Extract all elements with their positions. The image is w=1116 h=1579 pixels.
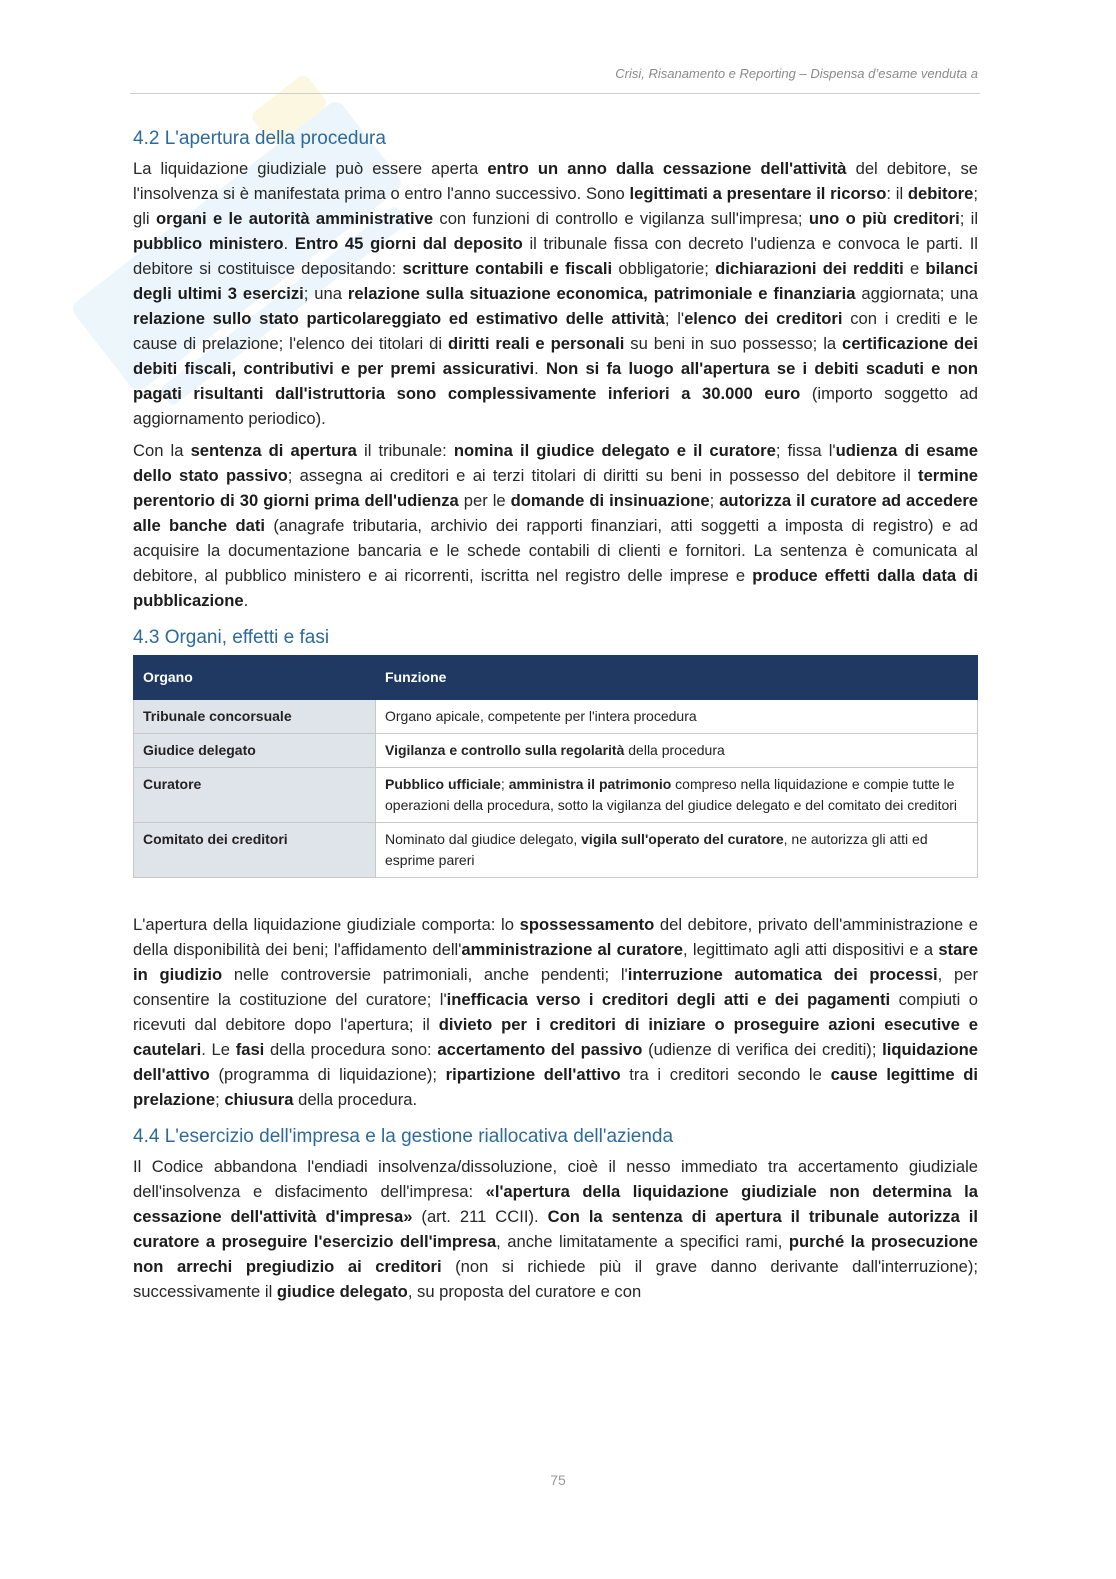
bold-term: debitore	[907, 184, 974, 203]
bold-term: divieto per i creditori di iniziare o proseguire azioni esecutive e cautelari	[133, 1015, 978, 1059]
bold-term: udienza di esame dello stato passivo	[133, 441, 978, 485]
section-heading-4-2: 4.2 L'apertura della procedura	[133, 128, 386, 149]
section-heading-4-4: 4.4 L'esercizio dell'impresa e la gestione riallocativa dell'azienda	[133, 1126, 674, 1147]
bold-term: entro un anno dalla cessazione dell'attività	[487, 159, 847, 178]
bold-term: spossessamento	[519, 915, 655, 934]
bold-term: pubblico ministero	[133, 234, 284, 253]
section-heading-4-3: 4.3 Organi, effetti e fasi	[133, 627, 330, 648]
bold-term: termine perentorio di 30 giorni prima dell'udienza	[133, 466, 978, 510]
running-header: Crisi, Risanamento e Reporting – Dispensa d’esame venduta a	[615, 66, 978, 81]
bold-term: «l'apertura della liquidazione giudiziale non determina la cessazione dell'attività d'impresa»	[133, 1182, 978, 1226]
bold-term: inefficacia verso i creditori degli atti e dei pagamenti	[446, 990, 891, 1009]
table-row	[134, 823, 978, 878]
bold-term: relazione sullo stato particolareggiato ed estimativo delle attività	[133, 309, 665, 328]
bold-term: chiusura	[224, 1090, 294, 1109]
table-header-row	[134, 656, 978, 700]
table-row	[134, 768, 978, 823]
organo-cell: Tribunale concorsuale	[134, 700, 376, 734]
bold-term: cause legittime di prelazione	[133, 1065, 978, 1109]
bold-term: legittimati a presentare il ricorso	[629, 184, 887, 203]
bold-term: interruzione automatica dei processi	[627, 965, 938, 984]
bold-term: ripartizione dell'attivo	[445, 1065, 621, 1084]
bold-term: scritture contabili e fiscali	[402, 259, 613, 278]
funzione-cell: Nominato dal giudice delegato, vigila sull'operato del curatore, ne autorizza gli atti ed esprime pareri	[376, 823, 978, 878]
paragraph-sentenza: Con la sentenza di apertura il tribunale: nomina il giudice delegato e il curatore; fissa l'udienza di esame dello stato passivo; assegna ai creditori e ai terzi titolari di diritti su beni in possesso del debitore il termine perentorio di 30 giorni prima dell'udienza per le domande di insinuazione; autorizza il curatore ad accedere alle banche dati (anagrafe tributaria, archivio dei rapporti finanziari, atti soggetti a imposta di registro) e ad acquisire la documentazione bancaria e le schede contabili di clienti e fornitori. La sentenza è comunicata al debitore, al pubblico ministero e ai ricorrenti, iscritta nel registro delle imprese e produce effetti dalla data di pubblicazione.	[133, 441, 979, 610]
bold-term: dichiarazioni dei redditi	[715, 259, 904, 278]
bold-term: domande di insinuazione	[510, 491, 710, 510]
bold-term: Vigilanza e controllo sulla regolarità	[385, 742, 625, 758]
paragraph-apertura: La liquidazione giudiziale può essere aperta entro un anno dalla cessazione dell'attività del debitore, se l'insolvenza si è manifestata prima o entro l'anno successivo. Sono legittimati a presentare il ricorso: il debitore; gli organi e le autorità amministrative con funzioni di controllo e vigilanza sull'impresa; uno o più creditori; il pubblico ministero. Entro 45 giorni dal deposito il tribunale fissa con decreto l'udienza e convoca le parti. Il debitore si costituisce depositando: scritture contabili e fiscali obbligatorie; dichiarazioni dei redditi e bilanci degli ultimi 3 esercizi; una relazione sulla situazione economica, patrimoniale e finanziaria aggiornata; una relazione sullo stato particolareggiato ed estimativo delle attività; l'elenco dei creditori con i crediti e le cause di prelazione; l'elenco dei titolari di diritti reali e personali su beni in suo possesso; la certificazione dei debiti fiscali, contributivi e per premi assicurativi. Non si fa luogo all'apertura se i debiti scaduti e non pagati risultanti dall'istruttoria sono complessivamente inferiori a 30.000 euro (importo soggetto ad aggiornamento periodico).	[133, 159, 979, 428]
bold-term: bilanci degli ultimi 3 esercizi	[133, 259, 978, 303]
page-content	[133, 128, 978, 1304]
bold-term: relazione sulla situazione economica, patrimoniale e finanziaria	[347, 284, 856, 303]
funzione-cell: Organo apicale, competente per l'intera procedura	[376, 700, 978, 734]
bold-term: stare in giudizio	[133, 940, 978, 984]
bold-term: Con la sentenza di apertura il tribunale autorizza il curatore a proseguire l'esercizio dell'impresa	[133, 1207, 978, 1251]
bold-term: sentenza di apertura	[190, 441, 357, 460]
bold-term: diritti reali e personali	[447, 334, 625, 353]
column-header-organo: Organo	[134, 656, 376, 700]
page-number: 75	[550, 1472, 566, 1488]
bold-term: vigila sull'operato del curatore	[581, 831, 784, 847]
bold-term: uno o più creditori	[808, 209, 960, 228]
header-divider	[130, 93, 980, 94]
bold-term: certificazione dei debiti fiscali, contributivi e per premi assicurativi	[133, 334, 979, 378]
organo-cell: Comitato dei creditori	[134, 823, 376, 878]
organi-table	[133, 655, 978, 878]
bold-term: giudice delegato	[276, 1282, 408, 1301]
table-row	[134, 734, 978, 768]
organo-cell: Giudice delegato	[134, 734, 376, 768]
bold-term: organi e le autorità amministrative	[155, 209, 434, 228]
paragraph-effetti: L'apertura della liquidazione giudiziale comporta: lo spossessamento del debitore, privato dell'amministrazione e della disponibilità dei beni; l'affidamento dell'amministrazione al curatore, legittimato agli atti dispositivi e a stare in giudizio nelle controversie patrimoniali, anche pendenti; l'interruzione automatica dei processi, per consentire la costituzione del curatore; l'inefficacia verso i creditori degli atti e dei pagamenti compiuti o ricevuti dal debitore dopo l'apertura; il divieto per i creditori di iniziare o proseguire azioni esecutive e cautelari. Le fasi della procedura sono: accertamento del passivo (udienze di verifica dei crediti); liquidazione dell'attivo (programma di liquidazione); ripartizione dell'attivo tra i creditori secondo le cause legittime di prelazione; chiusura della procedura.	[133, 915, 978, 1109]
bold-term: produce effetti dalla data di pubblicazione	[133, 566, 978, 610]
organo-cell: Curatore	[134, 768, 376, 823]
bold-term: elenco dei creditori	[684, 309, 843, 328]
funzione-cell: Pubblico ufficiale; amministra il patrimonio compreso nella liquidazione e compie tutte le operazioni della procedura, sotto la vigilanza del giudice delegato e del comitato dei creditori	[376, 768, 978, 823]
bold-term: Pubblico ufficiale	[385, 776, 501, 792]
bold-term: purché la prosecuzione non arrechi pregiudizio ai creditori	[133, 1232, 978, 1276]
table-row	[134, 700, 978, 734]
bold-term: fasi	[235, 1040, 265, 1059]
bold-term: autorizza il curatore ad accedere alle banche dati	[133, 491, 979, 535]
paragraph-esercizio: Il Codice abbandona l'endiadi insolvenza/dissoluzione, cioè il nesso immediato tra accertamento giudiziale dell'insolvenza e disfacimento dell'impresa: «l'apertura della liquidazione giudiziale non determina la cessazione dell'attività d'impresa» (art. 211 CCII). Con la sentenza di apertura il tribunale autorizza il curatore a proseguire l'esercizio dell'impresa, anche limitatamente a specifici rami, purché la prosecuzione non arrechi pregiudizio ai creditori (non si richiede più il grave danno derivante dall'interruzione); successivamente il giudice delegato, su proposta del curatore e con	[133, 1157, 979, 1301]
funzione-cell: Vigilanza e controllo sulla regolarità della procedura	[376, 734, 978, 768]
bold-term: amministrazione al curatore	[461, 940, 684, 959]
bold-term: nomina il giudice delegato e il curatore	[453, 441, 776, 460]
column-header-funzione: Funzione	[376, 656, 978, 700]
bold-term: Entro 45 giorni dal deposito	[294, 234, 523, 253]
bold-term: amministra il patrimonio	[508, 776, 672, 792]
bold-term: Non si fa luogo all'apertura se i debiti scaduti e non pagati risultanti dall'istruttoria sono complessivamente inferiori a 30.000 euro	[133, 359, 979, 403]
bold-term: accertamento del passivo	[437, 1040, 643, 1059]
bold-term: liquidazione dell'attivo	[133, 1040, 978, 1084]
